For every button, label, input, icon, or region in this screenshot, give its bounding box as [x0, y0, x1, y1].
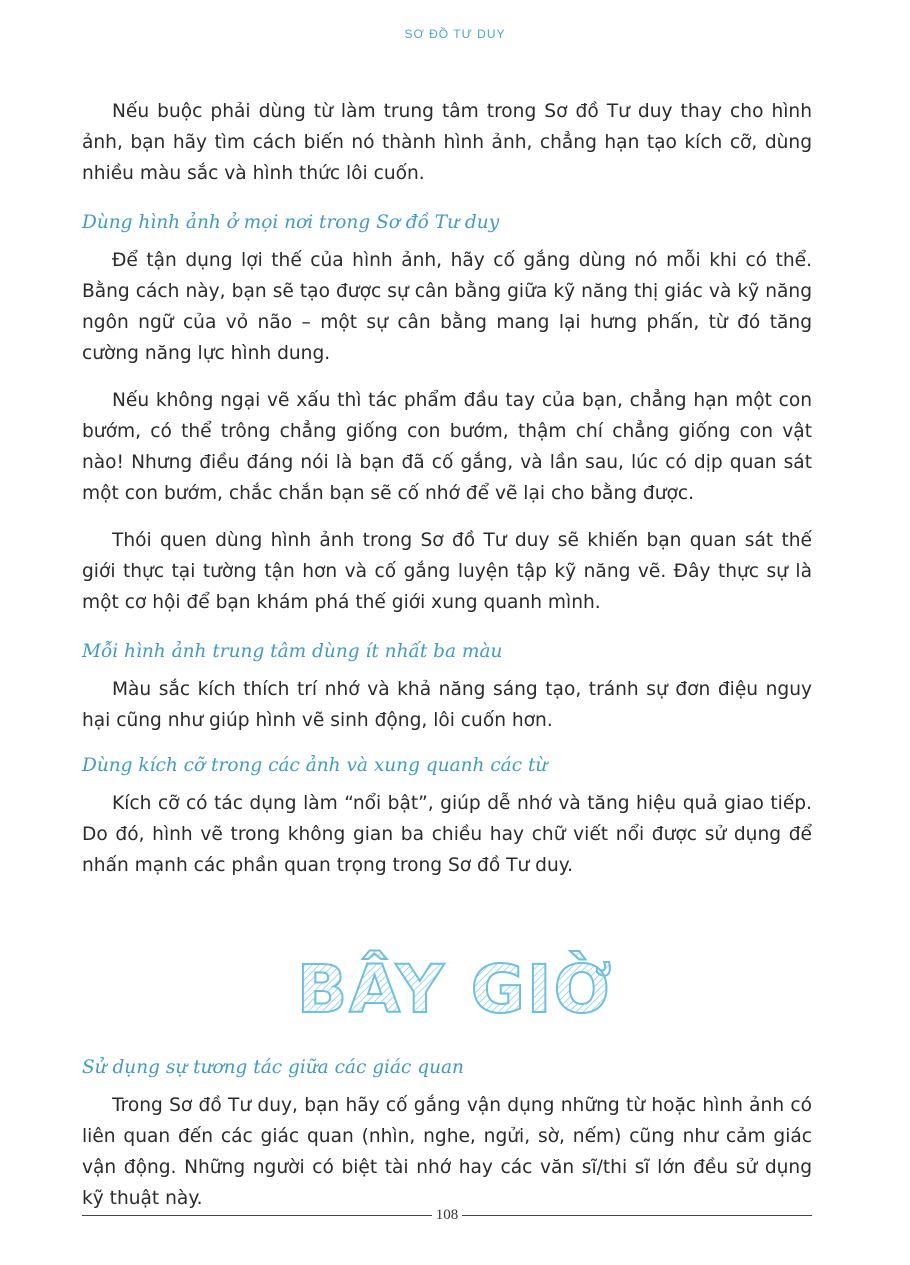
paragraph: Nếu không ngại vẽ xấu thì tác phẩm đầu tay của bạn, chẳng hạn một con bướm, có thể trông chẳng giống con bướm, thậm chí chẳng giống con vật nào! Nhưng điều đáng nói là bạn đã cố gắng, và lần sau, lúc có dịp quan sát một con bướm, chắc chắn bạn sẽ cố nhớ để vẽ lại cho bằng được.: [82, 390, 812, 504]
footer-line-right: [462, 1215, 812, 1216]
paragraph: Thói quen dùng hình ảnh trong Sơ đồ Tư duy sẽ khiến bạn quan sát thế giới thực tại tường tận hơn và cố gắng luyện tập kỹ năng vẽ. Đây thực sự là một cơ hội để bạn khám phá thế giới xung quanh mình.: [82, 530, 812, 613]
footer-rule: [82, 1207, 812, 1224]
section-heading: Mỗi hình ảnh trung tâm dùng ít nhất ba màu: [82, 641, 503, 662]
page-body: [82, 96, 812, 881]
footer-line-left: [82, 1215, 432, 1216]
paragraph: Màu sắc kích thích trí nhớ và khả năng sáng tạo, tránh sự đơn điệu nguy hại cũng như giúp hình vẽ sinh động, lôi cuốn hơn.: [82, 679, 812, 731]
running-header: SƠ ĐỒ TƯ DUY: [404, 27, 506, 41]
page-number: 108: [435, 1207, 459, 1223]
paragraph: Nếu buộc phải dùng từ làm trung tâm trong Sơ đồ Tư duy thay cho hình ảnh, bạn hãy tìm cách biến nó thành hình ảnh, chẳng hạn tạo kích cỡ, dùng nhiều màu sắc và hình thức lôi cuốn.: [82, 101, 812, 184]
section-heading: Dùng hình ảnh ở mọi nơi trong Sơ đồ Tư duy: [82, 212, 500, 233]
paragraph: Kích cỡ có tác dụng làm “nổi bật”, giúp dễ nhớ và tăng hiệu quả giao tiếp. Do đó, hình vẽ trong không gian ba chiều hay chữ viết nổi được sử dụng để nhấn mạnh các phần quan trọng trong Sơ đồ Tư duy.: [82, 793, 812, 876]
banner-graphic: [290, 930, 620, 1026]
section-heading: Sử dụng sự tương tác giữa các giác quan: [82, 1057, 464, 1078]
page-body-lower: [82, 1054, 812, 1214]
paragraph: Để tận dụng lợi thế của hình ảnh, hãy cố gắng dùng nó mỗi khi có thể. Bằng cách này, bạn sẽ tạo được sự cân bằng giữa kỹ năng thị giác và kỹ năng ngôn ngữ của vỏ não – một sự cân bằng mang lại hưng phấn, từ đó tăng cường năng lực hình dung.: [82, 250, 812, 364]
section-heading: Dùng kích cỡ trong các ảnh và xung quanh các từ: [82, 755, 548, 776]
banner-text: BÂY GIỜ: [296, 951, 614, 1026]
banner-bay-gio: [0, 930, 910, 1030]
paragraph: Trong Sơ đồ Tư duy, bạn hãy cố gắng vận dụng những từ hoặc hình ảnh có liên quan đến các giác quan (nhìn, nghe, ngửi, sờ, nếm) cũng như cảm giác vận động. Những người có biệt tài nhớ hay các văn sĩ/thi sĩ lớn đều sử dụng kỹ thuật này.: [82, 1095, 812, 1209]
